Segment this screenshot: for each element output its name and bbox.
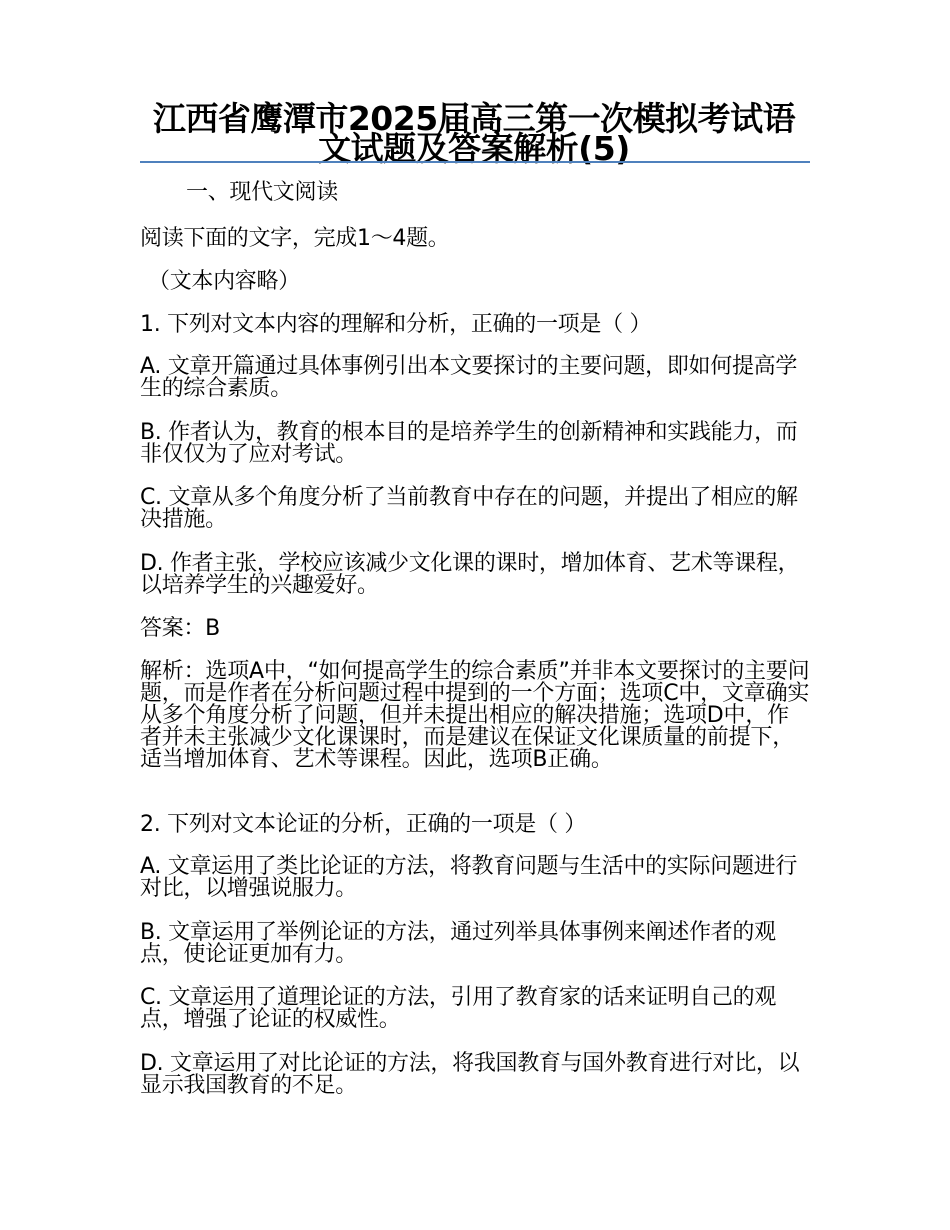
question-1-option-a: A. 文章开篇通过具体事例引出本文要探讨的主要问题，即如何提高学生的综合素质。	[140, 354, 798, 401]
question-2-option-c: C. 文章运用了道理论证的方法，引用了教育家的话来证明自己的观点，增强了论证的权威性。	[140, 985, 777, 1032]
question-2-option-b: B. 文章运用了举例论证的方法，通过列举具体事例来阐述作者的观点，使论证更加有力。	[140, 920, 776, 967]
question-2-option-d: D. 文章运用了对比论证的方法，将我国教育与国外教育进行对比，以显示我国教育的不足。	[140, 1051, 800, 1098]
question-1-answer: 答案：B	[140, 616, 220, 641]
text-omitted-note: （文本内容略）	[148, 269, 300, 294]
question-1-stem: 1. 下列对文本内容的理解和分析，正确的一项是（ ）	[140, 312, 652, 337]
reading-instruction: 阅读下面的文字，完成1～4题。	[140, 226, 450, 251]
question-2-option-a: A. 文章运用了类比论证的方法，将教育问题与生活中的实际问题进行对比，以增强说服力。	[140, 854, 798, 901]
document-title: 江西省鹰潭市2025届高三第一次模拟考试语文试题及答案解析(5)	[152, 99, 796, 168]
question-1-option-c: C. 文章从多个角度分析了当前教育中存在的问题，并提出了相应的解决措施。	[140, 485, 798, 532]
question-1-analysis: 解析：选项A中，“如何提高学生的综合素质”并非本文要探讨的主要问题，而是作者在分析问题过程中提到的一个方面；选项C中，文章确实从多个角度分析了问题，但并未提出相应的解决措施；选项D中，作者并未主张减少文化课课时，而是建议在保证文化课质量的前提下，适当增加体育、艺术等课程。因此，选项B正确。	[140, 659, 810, 772]
question-2-stem: 2. 下列对文本论证的分析，正确的一项是（ ）	[140, 812, 587, 837]
title-underline	[140, 161, 810, 163]
section-heading: 一、现代文阅读	[186, 180, 338, 205]
question-1-option-d: D. 作者主张，学校应该减少文化课的课时，增加体育、艺术等课程，以培养学生的兴趣爱好。	[140, 551, 800, 598]
question-1-option-b: B. 作者认为，教育的根本目的是培养学生的创新精神和实践能力，而非仅仅为了应对考试。	[140, 420, 798, 467]
